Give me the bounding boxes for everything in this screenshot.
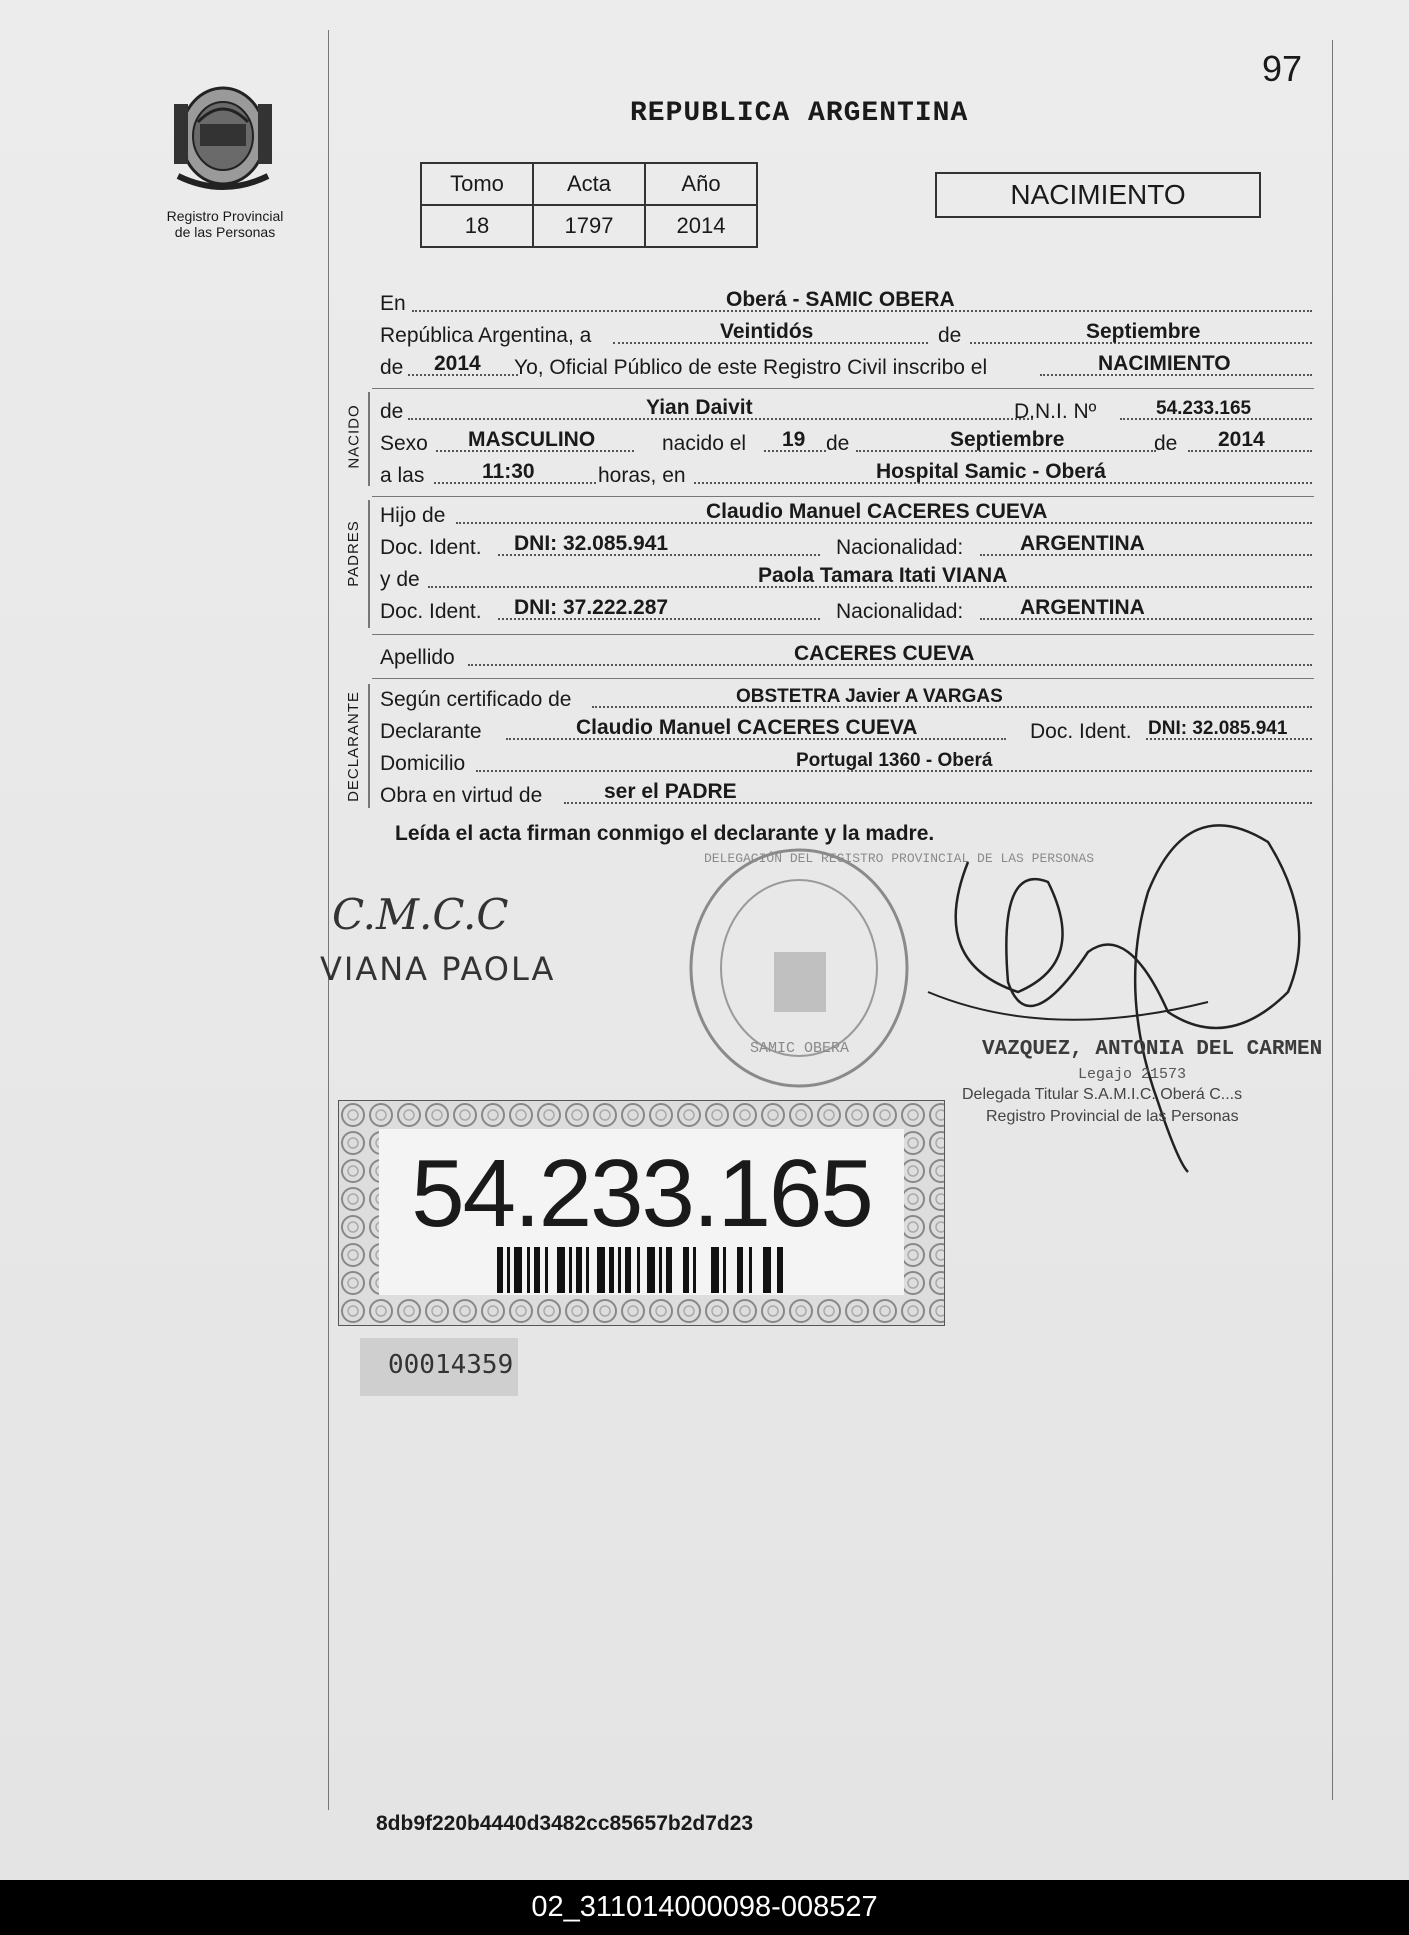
country-title: REPUBLICA ARGENTINA bbox=[630, 98, 969, 129]
de-label: de bbox=[826, 432, 850, 455]
closing-statement: Leída el acta firman conmigo el declarante y la madre. bbox=[395, 822, 935, 845]
registry-header-tomo: Tomo bbox=[421, 163, 533, 205]
dni-label: D.N.I. Nº bbox=[1014, 400, 1097, 423]
mother-doc-value: DNI: 37.222.287 bbox=[514, 596, 669, 619]
control-number: 00014359 bbox=[388, 1350, 514, 1380]
sticker-dni-number: 54.233.165 bbox=[411, 1140, 872, 1247]
logo-caption bbox=[140, 208, 310, 240]
mother-nationality-value: ARGENTINA bbox=[1020, 596, 1145, 619]
birth-day-value: 19 bbox=[782, 428, 806, 451]
registry-value-ano: 2014 bbox=[645, 205, 757, 247]
domicilio-label: Domicilio bbox=[380, 752, 466, 775]
doc-ident-label: Doc. Ident. bbox=[1030, 720, 1132, 743]
section-separator bbox=[372, 388, 1314, 389]
de-label: de bbox=[938, 324, 962, 347]
birth-place-value: Hospital Samic - Oberá bbox=[876, 460, 1106, 483]
handwritten-initials: C.M.C.C bbox=[332, 890, 509, 939]
event-value: NACIMIENTO bbox=[1098, 352, 1231, 375]
registry-header-ano: Año bbox=[645, 163, 757, 205]
reason-value: ser el PADRE bbox=[604, 780, 737, 803]
sticker-panel bbox=[379, 1129, 904, 1295]
birth-year-value: 2014 bbox=[1218, 428, 1265, 451]
officer-stamp-registry: Registro Provincial de las Personas bbox=[986, 1108, 1239, 1125]
nacido-row-time bbox=[380, 458, 1312, 490]
intro-row-officer bbox=[380, 350, 1312, 382]
en-label: En bbox=[380, 292, 406, 315]
registry-value-tomo: 18 bbox=[421, 205, 533, 247]
nacido-el-label: nacido el bbox=[662, 432, 747, 455]
padres-row-father-doc bbox=[380, 530, 1312, 562]
day-words-value: Veintidós bbox=[720, 320, 814, 343]
stamp-ring-text: DELEGACIÓN DEL REGISTRO PROVINCIAL DE LAS PERSONAS bbox=[704, 851, 1095, 866]
declarante-label: Declarante bbox=[380, 720, 482, 743]
horas-label: horas, en bbox=[598, 464, 686, 487]
nacido-row-name bbox=[380, 394, 1312, 426]
registry-header-acta: Acta bbox=[533, 163, 645, 205]
declarant-doc-value: DNI: 32.085.941 bbox=[1148, 718, 1288, 739]
record-type-box: NACIMIENTO bbox=[935, 172, 1261, 218]
page-number: 97 bbox=[1262, 48, 1303, 89]
declarante-row-cert bbox=[380, 682, 1312, 714]
father-doc-value: DNI: 32.085.941 bbox=[514, 532, 669, 555]
nacionalidad-label: Nacionalidad: bbox=[836, 600, 964, 623]
barcode bbox=[497, 1247, 787, 1293]
de-label: de bbox=[380, 400, 404, 423]
province-seal-logo bbox=[168, 76, 278, 194]
logo-caption-line2: de las Personas bbox=[174, 224, 276, 240]
officer-stamp-name: VAZQUEZ, ANTONIA DEL CARMEN bbox=[982, 1038, 1323, 1061]
certificado-label: Según certificado de bbox=[380, 688, 572, 711]
nacionalidad-label: Nacionalidad: bbox=[836, 536, 964, 559]
year-value: 2014 bbox=[434, 352, 481, 375]
republica-label: República Argentina, a bbox=[380, 324, 592, 347]
declarante-bracket bbox=[368, 684, 370, 808]
footer-id: 02_311014000098-008527 bbox=[531, 1891, 878, 1923]
right-margin-line bbox=[1332, 40, 1333, 1800]
place-value: Oberá - SAMIC OBERA bbox=[726, 288, 955, 311]
nacido-side-label: NACIDO bbox=[345, 404, 363, 469]
logo-caption-line1: Registro Provincial bbox=[166, 208, 284, 224]
registry-table bbox=[420, 162, 758, 248]
declarante-side-label: DECLARANTE bbox=[344, 691, 362, 802]
padres-row-mother-doc bbox=[380, 594, 1312, 626]
dni-sticker bbox=[338, 1100, 945, 1326]
document-hash: 8db9f220b4440d3482cc85657b2d7d23 bbox=[376, 1812, 754, 1835]
birth-month-value: Septiembre bbox=[950, 428, 1065, 451]
section-separator bbox=[372, 634, 1314, 635]
officer-text: Yo, Oficial Público de este Registro Civil inscribo el bbox=[514, 356, 988, 379]
nacido-bracket bbox=[368, 392, 370, 486]
month-value: Septiembre bbox=[1086, 320, 1201, 343]
officer-stamp-legajo: Legajo 21573 bbox=[1078, 1066, 1187, 1083]
intro-row-date bbox=[380, 318, 1312, 350]
apellido-value: CACERES CUEVA bbox=[794, 642, 975, 665]
mother-name-value: Paola Tamara Itati VIANA bbox=[758, 564, 1008, 587]
left-margin-line bbox=[328, 30, 329, 1810]
padres-row-father bbox=[380, 498, 1312, 530]
hijo-de-label: Hijo de bbox=[380, 504, 446, 527]
padres-side-label: PADRES bbox=[344, 520, 362, 587]
officer-stamp-role: Delegada Titular S.A.M.I.C. Oberá C...s bbox=[962, 1086, 1243, 1103]
stamp-center-text: SAMIC OBERA bbox=[750, 1040, 850, 1057]
child-name-value: Yian Daivit bbox=[646, 396, 753, 419]
round-registry-stamp bbox=[684, 842, 1095, 1094]
de2-label: de bbox=[380, 356, 404, 379]
intro-row-place bbox=[380, 286, 1312, 318]
nacido-row-birth bbox=[380, 426, 1312, 458]
sexo-label: Sexo bbox=[380, 432, 428, 455]
de-label: de bbox=[1154, 432, 1178, 455]
declarante-row-address bbox=[380, 746, 1312, 778]
handwritten-mother-signature: VIANA PAOLA bbox=[320, 950, 556, 988]
registry-value-acta: 1797 bbox=[533, 205, 645, 247]
child-dni-value: 54.233.165 bbox=[1156, 398, 1252, 419]
section-separator bbox=[372, 678, 1314, 679]
father-nationality-value: ARGENTINA bbox=[1020, 532, 1145, 555]
declarante-row-declarant bbox=[380, 714, 1312, 746]
certificate-value: OBSTETRA Javier A VARGAS bbox=[736, 686, 1003, 707]
control-number-box bbox=[360, 1338, 518, 1396]
section-separator bbox=[372, 496, 1314, 497]
doc-ident-label: Doc. Ident. bbox=[380, 600, 482, 623]
address-value: Portugal 1360 - Oberá bbox=[796, 750, 993, 771]
sexo-value: MASCULINO bbox=[468, 428, 596, 451]
alas-label: a las bbox=[380, 464, 425, 487]
obra-label: Obra en virtud de bbox=[380, 784, 543, 807]
father-name-value: Claudio Manuel CACERES CUEVA bbox=[706, 500, 1048, 523]
time-value: 11:30 bbox=[482, 460, 535, 483]
apellido-label: Apellido bbox=[380, 646, 455, 669]
padres-bracket bbox=[368, 500, 370, 628]
apellido-row bbox=[380, 640, 1312, 672]
padres-row-mother bbox=[380, 562, 1312, 594]
y-de-label: y de bbox=[380, 568, 420, 591]
footer-id-bar bbox=[0, 1880, 1409, 1935]
declarant-name-value: Claudio Manuel CACERES CUEVA bbox=[576, 716, 918, 739]
doc-ident-label: Doc. Ident. bbox=[380, 536, 482, 559]
